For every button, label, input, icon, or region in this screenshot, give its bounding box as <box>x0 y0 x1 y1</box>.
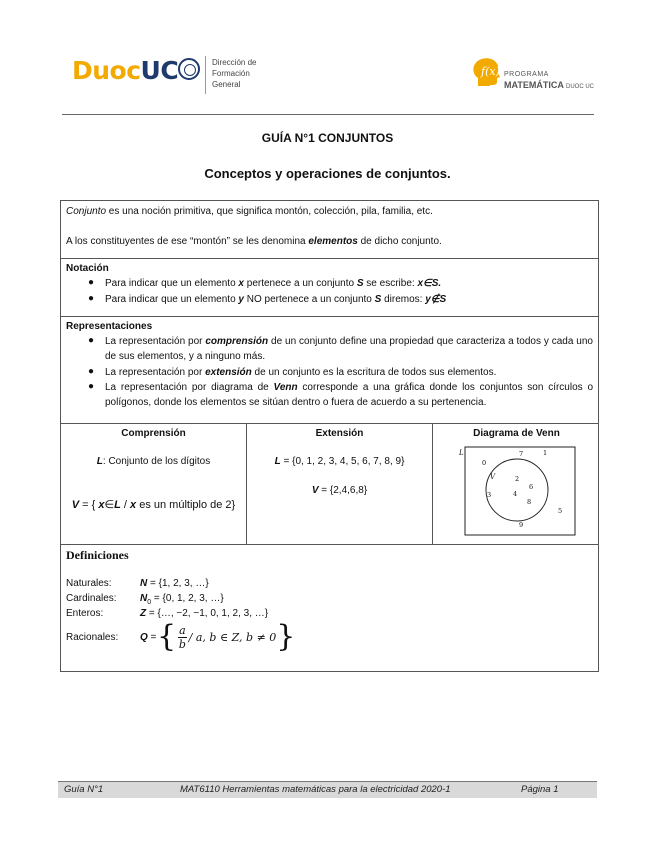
notacion-item: Para indicar que un elemento x pertenece a un conjunto S se escribe: x∈S. <box>105 278 442 289</box>
venn-heading: Diagrama de Venn <box>473 428 560 439</box>
def-label: Enteros: <box>66 608 104 619</box>
definiciones-heading: Definiciones <box>66 548 129 562</box>
V-extension: V = {2,4,6,8} <box>311 485 368 496</box>
math-program-head-icon <box>470 56 502 88</box>
L-comprension: L: Conjunto de los dígitos <box>96 456 211 467</box>
def-value: Q = <box>140 632 157 643</box>
row-divider <box>61 423 598 424</box>
bullet-icon: ● <box>88 293 95 304</box>
header-rule <box>62 114 594 115</box>
representacion-item: La representación por diagrama de Venn corresponde a una gráfica donde los conjuntos son círculos o polígonos, donde los elementos se sitúan dentro o fuera de acuerdo a su pertenencia. <box>105 382 594 408</box>
venn-label-L: L <box>459 449 464 457</box>
def-label: Racionales: <box>66 632 119 643</box>
venn-element: 4 <box>513 490 518 498</box>
representaciones-heading: Representaciones <box>66 321 153 332</box>
venn-element: 7 <box>519 450 524 458</box>
venn-element: 0 <box>482 459 487 467</box>
logo-divider <box>205 56 206 94</box>
venn-diagram <box>433 439 599 543</box>
def-value: Z = {…, −2, −1, 0, 1, 2, 3, …} <box>140 608 269 619</box>
extension-heading: Extensión <box>315 428 364 439</box>
svg-text:f(x): f(x) <box>481 65 500 78</box>
venn-element: 6 <box>529 483 534 491</box>
bullet-icon: ● <box>88 366 95 377</box>
rational-set: { a b / a, b ∈ Z, b ≠ 0 } <box>157 619 296 654</box>
row-divider <box>61 316 598 317</box>
uc-seal-icon <box>178 58 200 80</box>
notacion-item: Para indicar que un elemento y NO pertenece a un conjunto S diremos: y∉S <box>105 294 447 305</box>
comprension-heading: Comprensión <box>121 428 186 439</box>
fraction: a b <box>178 623 186 651</box>
venn-element: 3 <box>487 491 492 499</box>
footer-course: MAT6110 Herramientas matemáticas para la electricidad 2020-1 <box>180 784 451 795</box>
row-divider <box>61 544 598 545</box>
bullet-icon: ● <box>88 335 95 346</box>
duoc-uc-logo: DuocUC <box>72 56 179 85</box>
representacion-item: La representación por extensión de un conjunto es la escritura de todos sus elementos. <box>105 367 497 378</box>
def-value: N = {1, 2, 3, …} <box>140 578 209 589</box>
venn-element: 9 <box>519 521 524 529</box>
def-label: Cardinales: <box>66 593 117 604</box>
venn-label-V: V <box>490 473 496 481</box>
bullet-icon: ● <box>88 381 95 392</box>
notacion-heading: Notación <box>66 263 109 274</box>
L-extension: L = {0, 1, 2, 3, 4, 5, 6, 7, 8, 9} <box>274 456 405 467</box>
row-divider <box>61 258 598 259</box>
def-value: $N_0 = \{0$, 1, 2, 3, …} <box>140 593 224 606</box>
math-program-logo: PROGRAMA MATEMÁTICA DUOC UC <box>504 71 595 90</box>
venn-element: 1 <box>543 449 548 457</box>
venn-element: 2 <box>515 475 520 483</box>
footer-page: Página 1 <box>521 784 559 795</box>
intro-line-1: Conjunto es una noción primitiva, que significa montón, colección, pila, familia, etc. <box>66 206 433 217</box>
footer-guide: Guía N°1 <box>64 784 104 795</box>
V-comprension: V = { x∈L / x es un múltiplo de 2} <box>71 499 236 511</box>
right-brace: } <box>276 619 296 654</box>
intro-line-2: A los constituyentes de ese “montón” se les denomina elementos de dicho conjunto. <box>66 236 442 247</box>
venn-element: 8 <box>527 498 532 506</box>
venn-element: 5 <box>558 507 563 515</box>
content-table <box>60 200 599 672</box>
page-subtitle: Conceptos y operaciones de conjuntos. <box>204 166 451 181</box>
representacion-item: La representación por comprensión de un conjunto define una propiedad que caracteriza a todos y cada uno de sus elementos, y a ninguno más. <box>105 336 593 362</box>
def-label: Naturales: <box>66 578 112 589</box>
logo-subtitle: Dirección de Formación General <box>212 58 257 89</box>
page-title: GUÍA N°1 CONJUNTOS <box>261 131 394 145</box>
bullet-icon: ● <box>88 277 95 288</box>
left-brace: { <box>157 619 177 654</box>
